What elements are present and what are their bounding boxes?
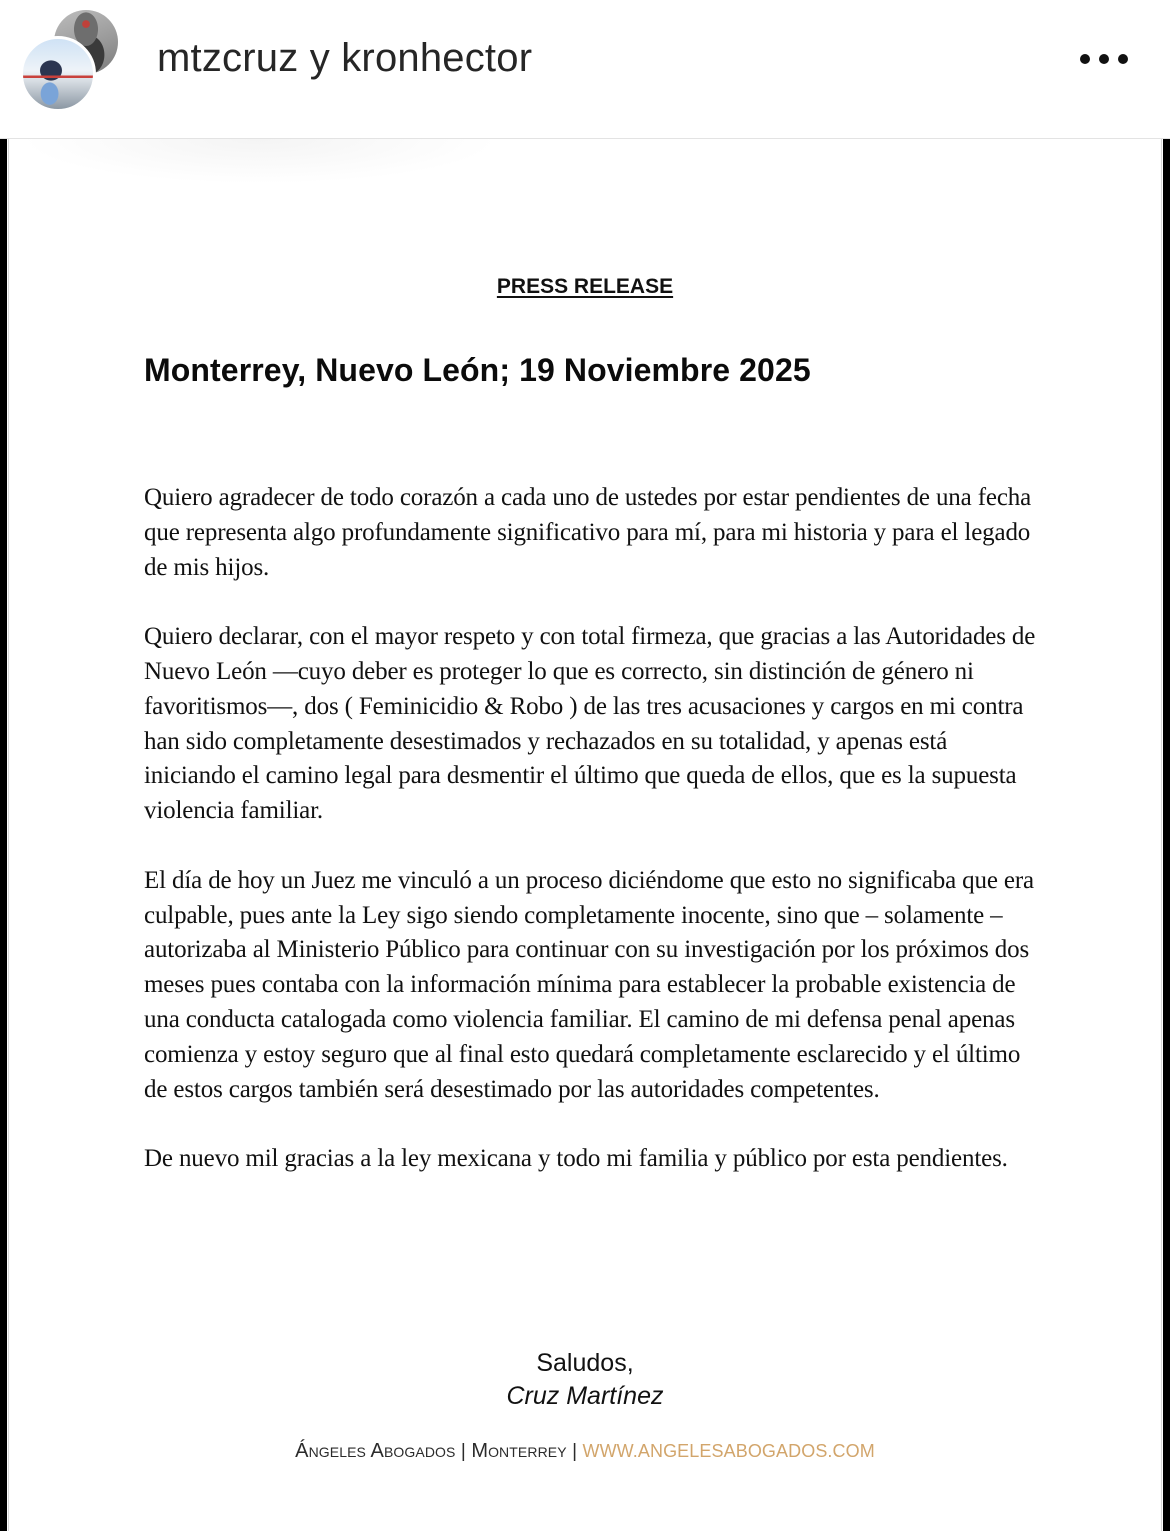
more-options-button[interactable] <box>1076 46 1132 72</box>
image-border-left <box>0 139 7 1531</box>
post-header <box>0 0 1170 139</box>
document-body <box>144 481 1044 1177</box>
collab-avatars[interactable] <box>20 10 120 110</box>
more-horizontal-icon <box>1080 54 1090 64</box>
avatar-mtzcruz[interactable] <box>20 36 96 112</box>
footer-city: Monterrey <box>471 1440 567 1462</box>
paragraph-gratitude: Quiero agradecer de todo corazón a cada uno de ustedes por estar pendientes de una fecha que representa algo profundamente significativo para mí, para mi historia y para el legado de mis hijos. <box>144 484 1032 581</box>
more-horizontal-icon <box>1118 54 1128 64</box>
signature-name: Cruz Martínez <box>506 1382 664 1410</box>
more-horizontal-icon <box>1099 54 1109 64</box>
scan-shadow <box>20 139 500 184</box>
document-title: PRESS RELEASE <box>496 275 674 298</box>
post-image[interactable] <box>0 139 1170 1531</box>
footer-firm: Ángeles Abogados <box>295 1440 456 1462</box>
footer-separator: | <box>460 1441 466 1462</box>
paragraph-judge-ruling: El día de hoy un Juez me vinculó a un proceso diciéndome que esto no significaba que era culpable, pues ante la Ley sigo siendo completamente inocente, sino que – solamente – autorizaba al Ministerio Público para continuar con su investigación por los próximos dos meses pues contaba con la información mínima para establecer la probable existencia de una conducta catalogada como violencia familiar. El camino de mi defensa penal apenas comienza y estoy seguro que al final esto quedará completamente esclarecido y el último de estos cargos también será desestimado por las autoridades competentes. <box>144 866 1034 1103</box>
image-border-right <box>1163 139 1170 1531</box>
paragraph-declaration: Quiero declarar, con el mayor respeto y con total firmeza, que gracias a las Autoridades de Nuevo León —cuyo deber es proteger lo que es correcto, sin distinción de género ni favoritismos—, dos ( Feminicidio & Robo ) de las tres acusaciones y cargos en mi contra han sido completamente desestimados y rechazados en su totalidad, y apenas está iniciando el camino legal para desmentir el último que queda de ellos, que es la supuesta violencia familiar. <box>144 623 1036 825</box>
collab-usernames[interactable]: mtzcruz y kronhector <box>157 36 533 80</box>
footer-website: WWW.ANGELESABOGADOS.COM <box>582 1441 875 1461</box>
document-signoff <box>0 1347 1170 1413</box>
document-dateline: Monterrey, Nuevo León; 19 Noviembre 2025 <box>144 352 811 388</box>
paragraph-thanks: De nuevo mil gracias a la ley mexicana y todo mi familia y público por esta pendientes. <box>144 1145 1008 1173</box>
document-footer <box>0 1440 1170 1463</box>
signoff-greeting: Saludos, <box>536 1349 634 1377</box>
footer-separator: | <box>572 1441 578 1462</box>
